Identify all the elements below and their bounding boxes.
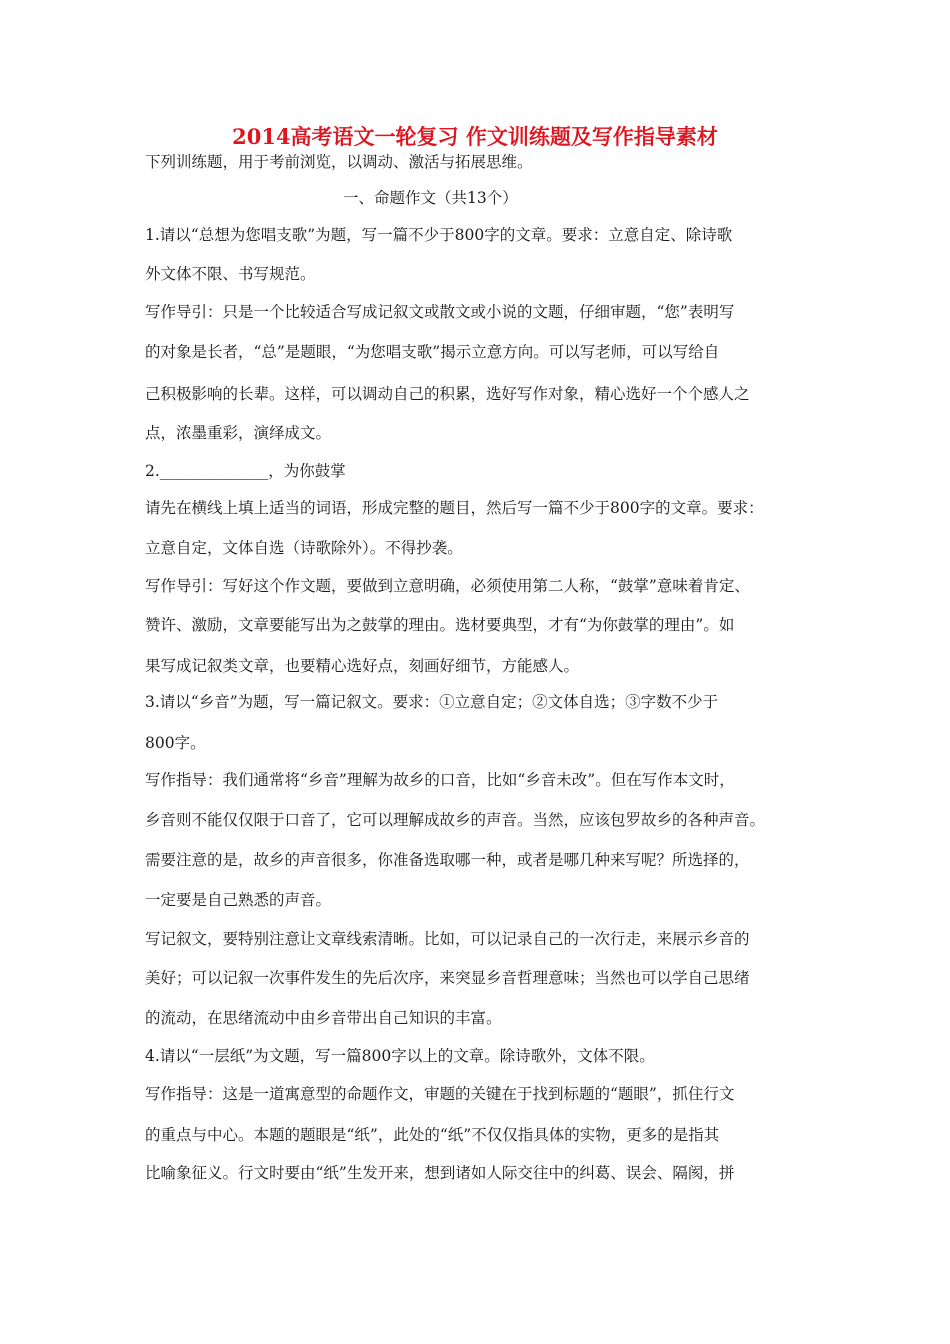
body-line: 请先在横线上填上适当的词语，形成完整的题目，然后写一篇不少于800字的文章。要求： <box>145 499 764 517</box>
body-line: 立意自定，文体自选（诗歌除外）。不得抄袭。 <box>145 539 463 557</box>
body-line: 3.请以“乡音”为题，写一篇记叙文。要求：①立意自定；②文体自选；③字数不少于 <box>145 693 719 711</box>
body-line: 的对象是长者，“总”是题眼，“为您唱支歌”揭示立意方向。可以写老师，可以写给自 <box>145 343 720 361</box>
body-line: 需要注意的是，故乡的声音很多，你准备选取哪一种，或者是哪几种来写呢？所选择的， <box>145 851 750 869</box>
body-line: 赞许、激励，文章要能写出为之鼓掌的理由。选材要典型，才有“为你鼓掌的理由”。如 <box>145 616 735 634</box>
document-title: 2014高考语文一轮复习 作文训练题及写作指导素材 <box>232 124 718 149</box>
body-line: 美好；可以记叙一次事件发生的先后次序，来突显乡音哲理意味；当然也可以学自己思绪 <box>145 969 750 987</box>
body-line: 的重点与中心。本题的题眼是“纸”，此处的“纸”不仅仅指具体的实物，更多的是指其 <box>145 1126 720 1144</box>
section-heading: 一、命题作文（共13个） <box>343 189 518 207</box>
body-line: 2.______________，为你鼓掌 <box>145 462 346 480</box>
intro-text: 下列训练题，用于考前浏览，以调动、激活与拓展思维。 <box>145 153 533 171</box>
body-line: 写作导引：只是一个比较适合写成记叙文或散文或小说的文题，仔细审题，“您”表明写 <box>145 303 735 321</box>
body-line: 一定要是自己熟悉的声音。 <box>145 891 332 909</box>
body-line: 1.请以“总想为您唱支歌”为题，写一篇不少于800字的文章。要求：立意自定、除诗歌 <box>145 226 733 244</box>
body-line: 4.请以“一层纸”为文题，写一篇800字以上的文章。除诗歌外，文体不限。 <box>145 1047 655 1065</box>
body-line: 的流动，在思绪流动中由乡音带出自己知识的丰富。 <box>145 1009 502 1027</box>
body-line: 写作导引：写好这个作文题，要做到立意明确，必须使用第二人称，“鼓掌”意味着肯定、 <box>145 577 750 595</box>
body-line: 外文体不限、书写规范。 <box>145 265 316 283</box>
body-line: 乡音则不能仅仅限于口音了，它可以理解成故乡的声音。当然，应该包罗故乡的各种声音。 <box>145 811 766 829</box>
body-line: 果写成记叙类文章，也要精心选好点，刻画好细节，方能感人。 <box>145 657 580 675</box>
body-line: 800字。 <box>145 734 206 752</box>
body-line: 写记叙文，要特别注意让文章线索清晰。比如，可以记录自己的一次行走，来展示乡音的 <box>145 930 750 948</box>
body-line: 写作指导：我们通常将“乡音”理解为故乡的口音，比如“乡音未改”。但在写作本文时， <box>145 771 735 789</box>
body-line: 写作指导：这是一道寓意型的命题作文，审题的关键在于找到标题的“题眼”，抓住行文 <box>145 1085 735 1103</box>
body-line: 点，浓墨重彩，演绎成文。 <box>145 424 332 442</box>
body-line: 己积极影响的长辈。这样，可以调动自己的积累，选好写作对象，精心选好一个个感人之 <box>145 385 750 403</box>
body-line: 比喻象征义。行文时要由“纸”生发开来，想到诸如人际交往中的纠葛、误会、隔阂，拼 <box>145 1164 735 1182</box>
